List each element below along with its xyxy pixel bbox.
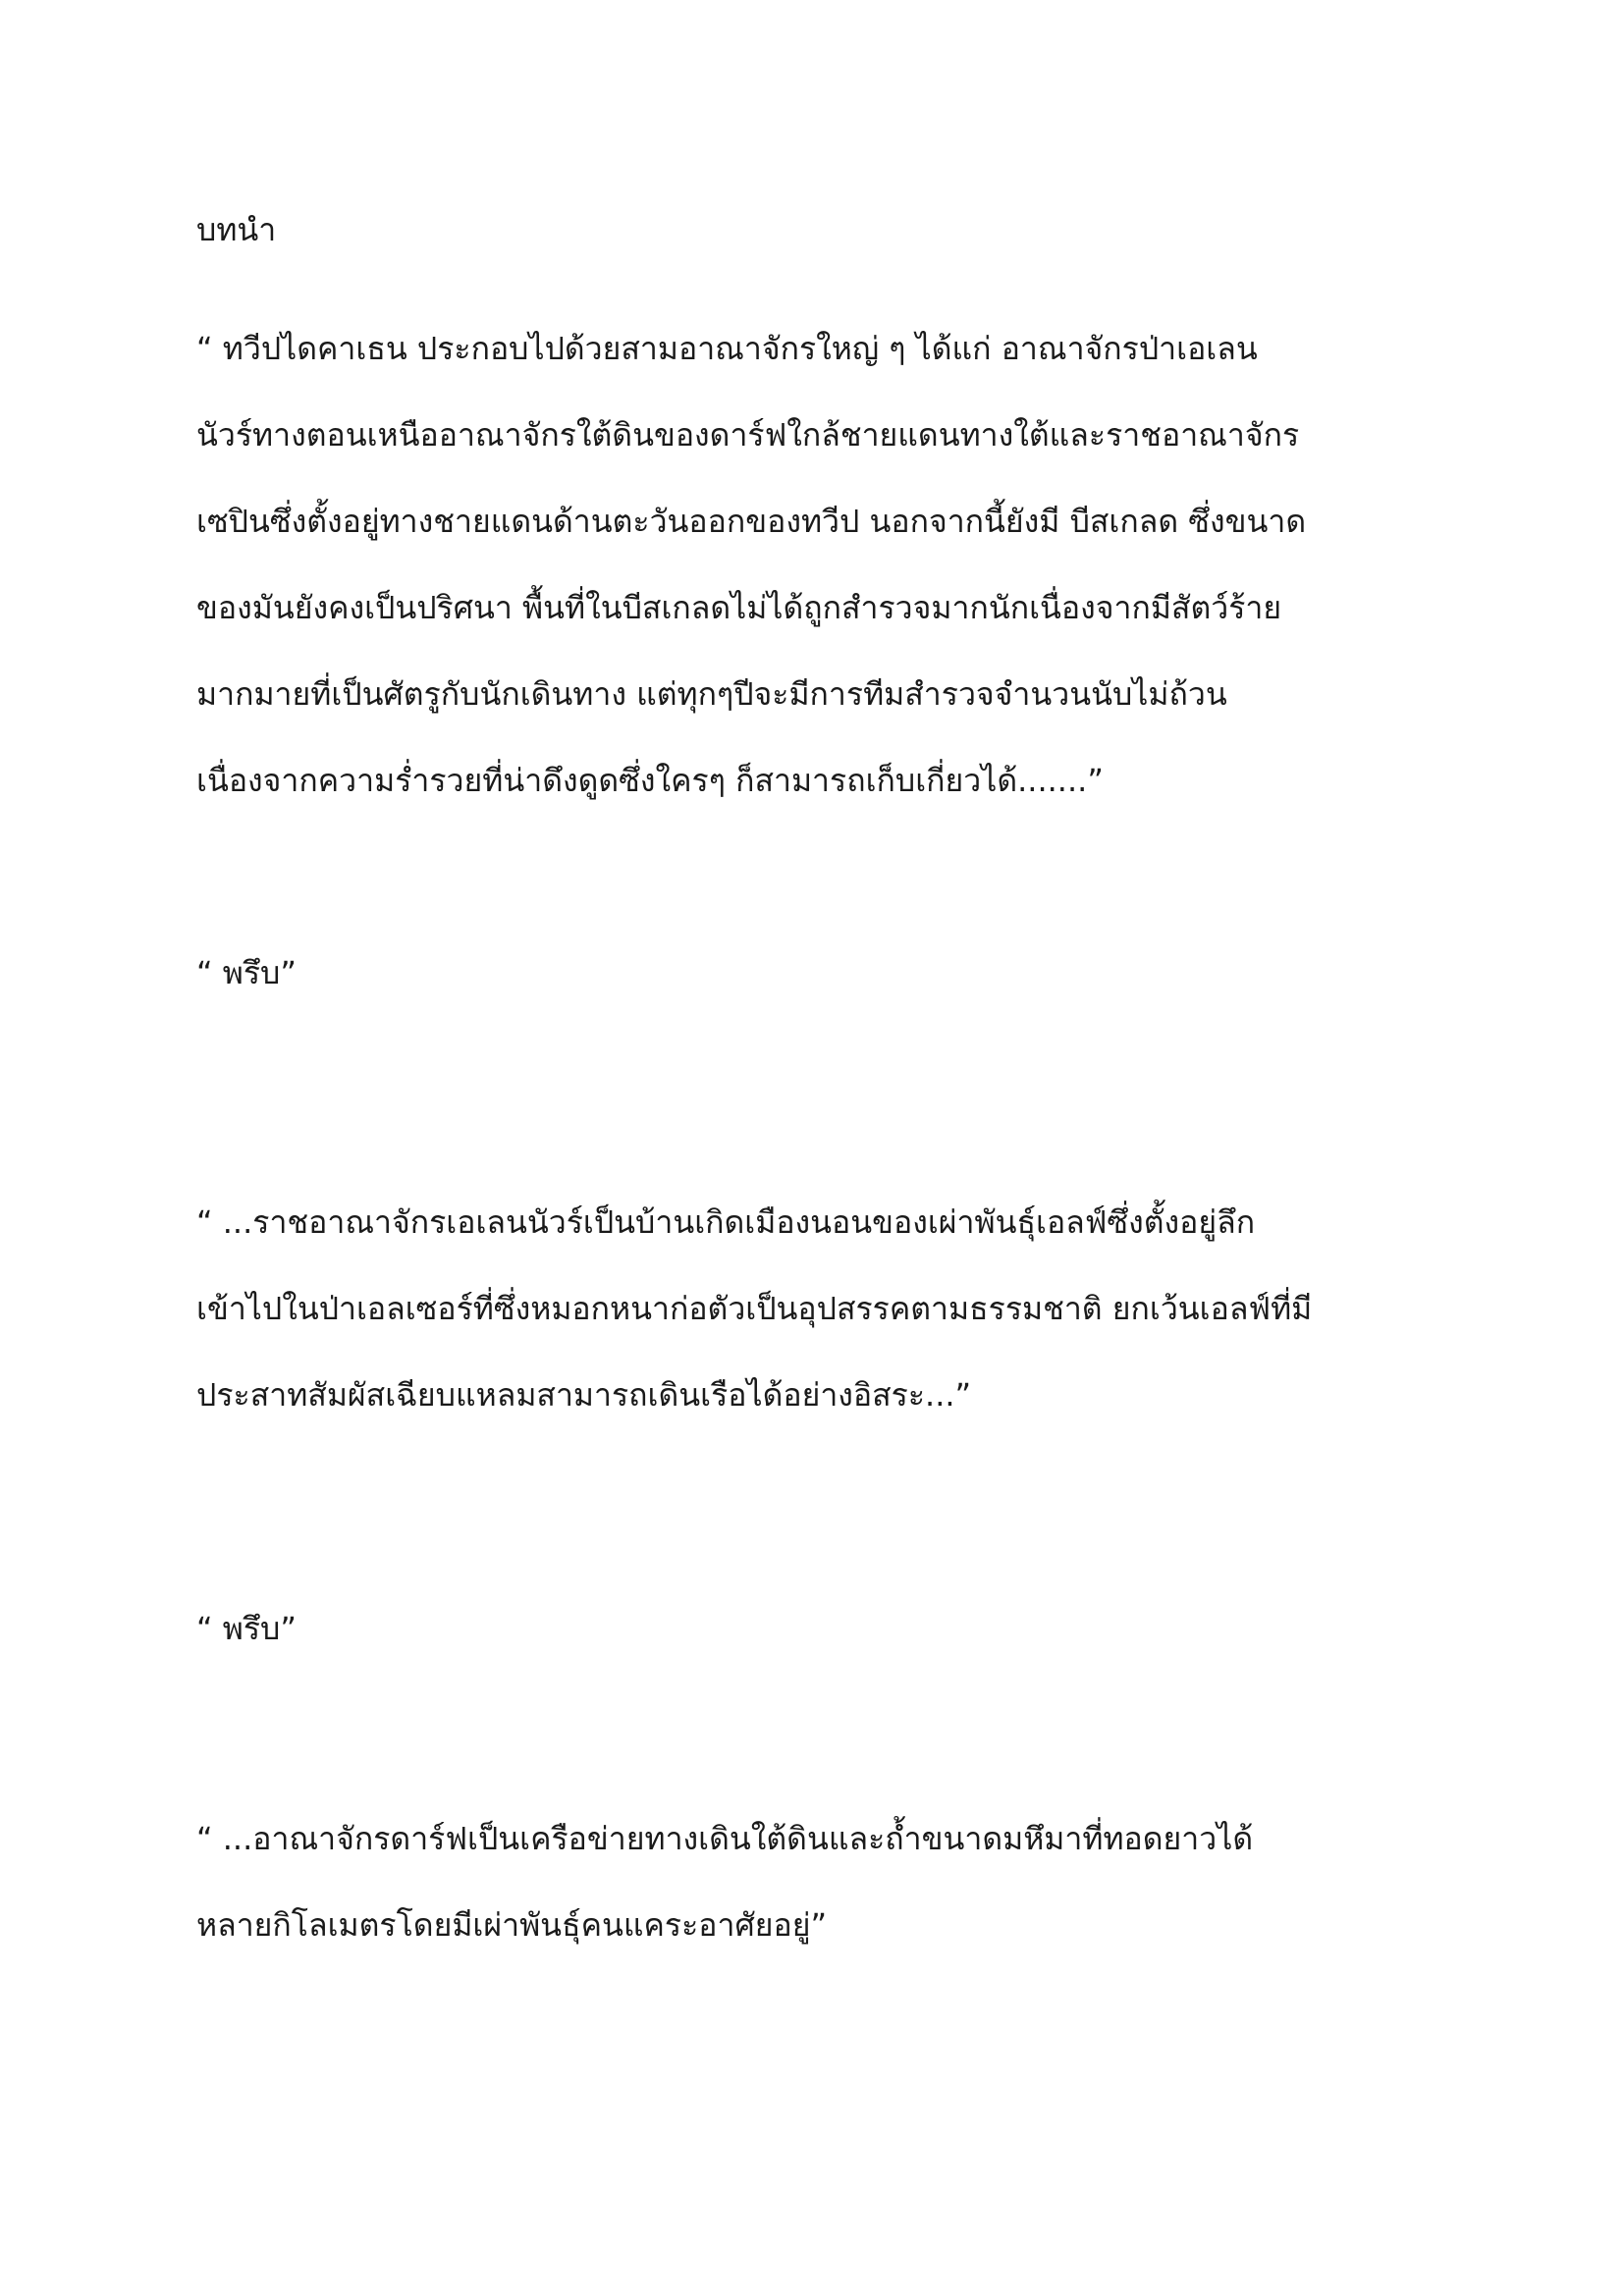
paragraph-3-line-2: หลายกิโลเมตรโดยมีเผ่าพันธุ์คนแคระอาศัยอยู่” xyxy=(196,1906,828,1944)
paragraph-1-line-4: ของมันยังคงเป็นปริศนา พื้นที่ในบีสเกลดไม่ได้ถูกสำรวจมากนักเนื่องจากมีสัตว์ร้าย xyxy=(196,589,1282,626)
paragraph-1-line-6: เนื่องจากความร่ำรวยที่น่าดึงดูดซึ่งใครๆ ก็สามารถเก็บเกี่ยวได้.......” xyxy=(196,762,1104,799)
paragraph-2-line-2: เข้าไปในป่าเอลเซอร์ที่ซึ่งหมอกหนาก่อตัวเป็นอุปสรรคตามธรรมชาติ ยกเว้นเอลฟ์ที่มี xyxy=(196,1290,1313,1327)
sound-effect-2: “ พรึบ” xyxy=(196,1610,297,1647)
paragraph-1-line-1: “ ทวีปไดคาเธน ประกอบไปด้วยสามอาณาจักรใหญ่ ๆ ได้แก่ อาณาจักรป่าเอเลน xyxy=(196,330,1258,367)
paragraph-1-line-5: มากมายที่เป็นศัตรูกับนักเดินทาง แต่ทุกๆปีจะมีการทีมสำรวจจำนวนนับไม่ถ้วน xyxy=(196,675,1227,713)
paragraph-1-line-2: นัวร์ทางตอนเหนืออาณาจักรใต้ดินของดาร์ฟใกล้ชายแดนทางใต้และราชอาณาจักร xyxy=(196,416,1300,454)
sound-effect-1: “ พรึบ” xyxy=(196,954,297,991)
paragraph-2-line-1: “ ...ราชอาณาจักรเอเลนนัวร์เป็นบ้านเกิดเมืองนอนของเผ่าพันธุ์เอลฟ์ซึ่งตั้งอยู่ลึก xyxy=(196,1203,1256,1241)
paragraph-2-line-3: ประสาทสัมผัสเฉียบแหลมสามารถเดินเรือได้อย่างอิสระ...” xyxy=(196,1376,972,1414)
chapter-heading: บทนำ xyxy=(196,211,277,248)
paragraph-3-line-1: “ ...อาณาจักรดาร์ฟเป็นเครือข่ายทางเดินใต้ดินและถ้ำขนาดมหึมาที่ทอดยาวได้ xyxy=(196,1820,1254,1857)
paragraph-1-line-3: เซปินซึ่งตั้งอยู่ทางชายแดนด้านตะวันออกของทวีป นอกจากนี้ยังมี บีสเกลด ซึ่งขนาด xyxy=(196,503,1307,540)
